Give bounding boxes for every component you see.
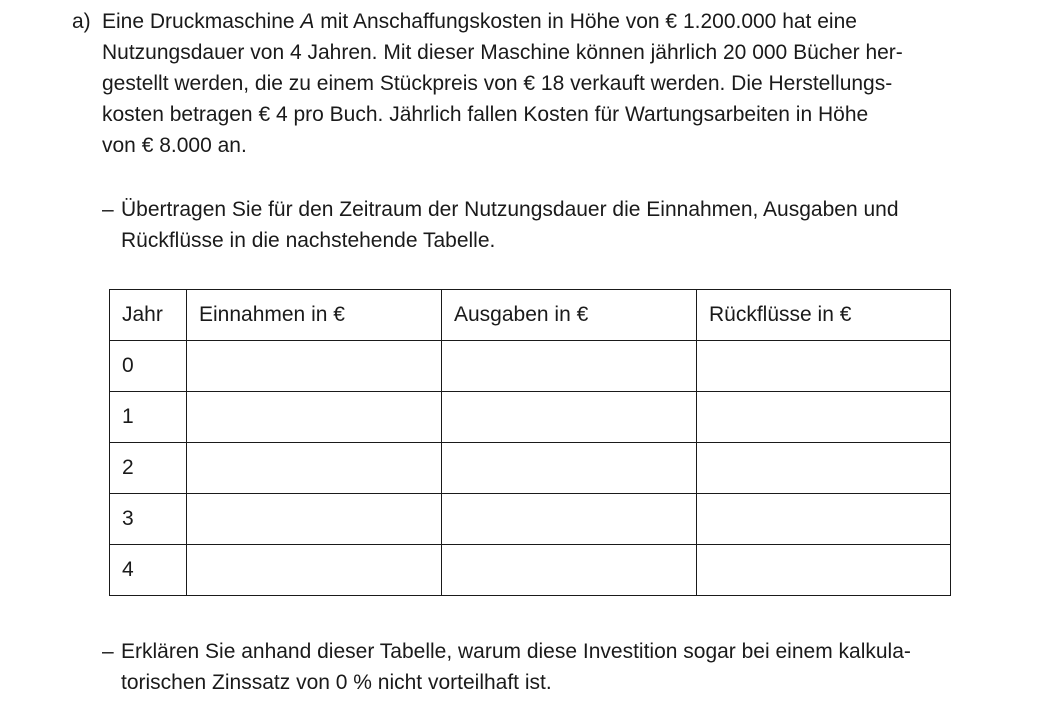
- table-row: [110, 545, 951, 596]
- intro-line-4: kosten betragen € 4 pro Buch. Jährlich fallen Kosten für Wartungsarbeiten in Höhe: [102, 103, 869, 126]
- table-header-row: [110, 290, 951, 341]
- cell-ausgaben[interactable]: [442, 545, 697, 596]
- cell-rueckfluesse[interactable]: [697, 443, 951, 494]
- bullet-1-line-2: Rückflüsse in die nachstehende Tabelle.: [121, 229, 496, 252]
- bullet-instruction-2: [102, 636, 1021, 698]
- intro-line-1-part-3: mit Anschaffungskosten in Höhe von € 1.200.000 hat eine: [314, 10, 857, 33]
- intro-line-5: von € 8.000 an.: [102, 134, 247, 157]
- intro-line-1-part-1: Eine Druckmaschine: [102, 10, 301, 33]
- intro-line-2: Nutzungsdauer von 4 Jahren. Mit dieser Maschine können jährlich 20 000 Bücher her-: [102, 41, 903, 64]
- header-ausgaben: Ausgaben in €: [442, 290, 697, 341]
- table-row: [110, 341, 951, 392]
- cell-rueckfluesse[interactable]: [697, 494, 951, 545]
- cell-einnahmen[interactable]: [187, 392, 442, 443]
- task-body: [102, 6, 1002, 256]
- cell-year: 0: [110, 341, 187, 392]
- intro-line-3: gestellt werden, die zu einem Stückpreis von € 18 verkauft werden. Die Herstellungs-: [102, 72, 893, 95]
- bullet-1-line-1: Übertragen Sie für den Zeitraum der Nutzungsdauer die Einnahmen, Ausgaben und: [121, 198, 899, 221]
- bullet-2-line-2: torischen Zinssatz von 0 % nicht vorteilhaft ist.: [121, 671, 552, 694]
- header-rueckfluesse: Rückflüsse in €: [697, 290, 951, 341]
- bullet-dash: –: [102, 198, 114, 221]
- cell-rueckfluesse[interactable]: [697, 341, 951, 392]
- cell-year: 3: [110, 494, 187, 545]
- task-a: [72, 6, 1002, 256]
- answer-table-wrapper: [109, 289, 951, 596]
- cell-einnahmen[interactable]: [187, 443, 442, 494]
- cell-year: 2: [110, 443, 187, 494]
- bullet-instruction-1: [102, 194, 1002, 256]
- cell-rueckfluesse[interactable]: [697, 392, 951, 443]
- cell-einnahmen[interactable]: [187, 494, 442, 545]
- cell-ausgaben[interactable]: [442, 392, 697, 443]
- cell-ausgaben[interactable]: [442, 443, 697, 494]
- cell-year: 1: [110, 392, 187, 443]
- header-jahr: Jahr: [110, 290, 187, 341]
- cell-einnahmen[interactable]: [187, 341, 442, 392]
- table-row: [110, 392, 951, 443]
- task-intro: [102, 6, 1002, 161]
- bullet-2-line-1: Erklären Sie anhand dieser Tabelle, warum diese Investition sogar bei einem kalkula-: [121, 640, 911, 663]
- cell-ausgaben[interactable]: [442, 494, 697, 545]
- table-row: [110, 494, 951, 545]
- header-einnahmen: Einnahmen in €: [187, 290, 442, 341]
- cell-ausgaben[interactable]: [442, 341, 697, 392]
- cell-year: 4: [110, 545, 187, 596]
- answer-table: [109, 289, 951, 596]
- cell-rueckfluesse[interactable]: [697, 545, 951, 596]
- task-label: a): [72, 10, 91, 33]
- intro-line-1: [102, 6, 1002, 37]
- table-row: [110, 443, 951, 494]
- bullet-dash: –: [102, 640, 114, 663]
- cell-einnahmen[interactable]: [187, 545, 442, 596]
- machine-variable: A: [300, 10, 315, 33]
